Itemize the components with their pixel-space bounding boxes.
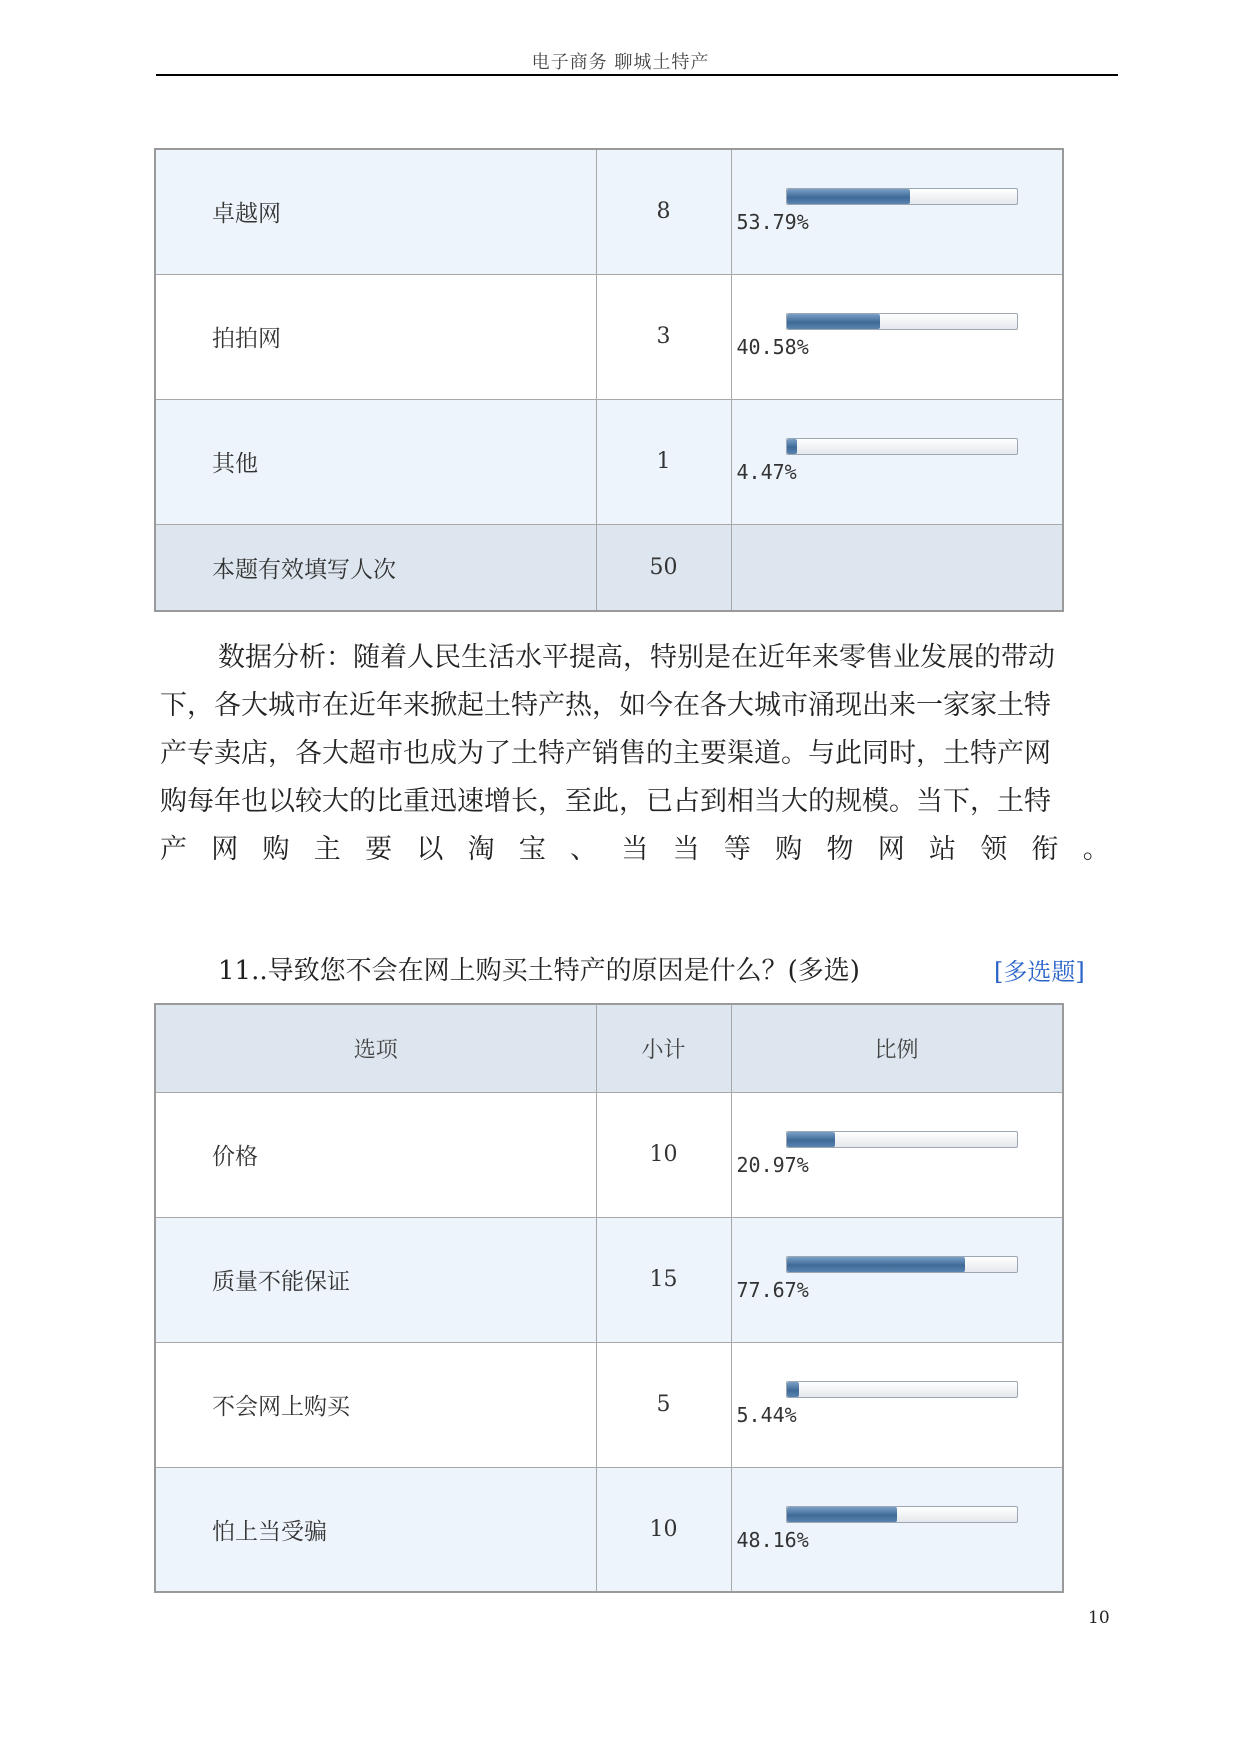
table-header-row	[155, 1004, 1063, 1092]
analysis-char: 站	[928, 834, 956, 865]
analysis-line: 数据分析：随着人民生活水平提高，特别是在近年来零售业发展的带动	[218, 642, 1055, 673]
ratio-cell	[731, 399, 1063, 524]
ratio-cell	[731, 1467, 1063, 1592]
percent-label: 77.67%	[736, 1277, 809, 1302]
header-count: 小计	[596, 1004, 731, 1092]
analysis-char: 、	[570, 834, 598, 865]
page-number: 10	[1088, 1608, 1110, 1628]
analysis-line: 产专卖店，各大超市也成为了土特产销售的主要渠道。与此同时，土特产网	[160, 738, 1051, 769]
analysis-last-line	[160, 826, 1110, 874]
option-count: 3	[596, 274, 731, 399]
percent-label: 48.16%	[736, 1527, 809, 1552]
summary-label: 本题有效填写人次	[155, 524, 596, 611]
ratio-cell	[731, 274, 1063, 399]
analysis-char: 购	[262, 834, 290, 865]
analysis-char: 产	[160, 834, 187, 865]
progress-bar	[786, 1131, 1018, 1148]
survey-table-continued	[154, 148, 1064, 612]
option-label: 怕上当受骗	[155, 1467, 596, 1592]
table-row	[155, 149, 1063, 274]
progress-fill	[787, 189, 911, 204]
option-label: 质量不能保证	[155, 1217, 596, 1342]
analysis-char: 等	[723, 834, 751, 865]
progress-fill	[787, 1132, 835, 1147]
progress-bar	[786, 1256, 1018, 1273]
table-row	[155, 1342, 1063, 1467]
analysis-char: 网	[877, 834, 905, 865]
ratio-cell	[731, 1092, 1063, 1217]
table-row	[155, 274, 1063, 399]
analysis-char: 以	[416, 834, 444, 865]
progress-bar	[786, 1381, 1018, 1398]
analysis-char: 衔	[1031, 834, 1059, 865]
percent-label: 53.79%	[736, 210, 809, 234]
percent-label: 40.58%	[736, 334, 809, 359]
table-row	[155, 1092, 1063, 1217]
progress-fill	[787, 1382, 800, 1397]
progress-fill	[787, 1507, 898, 1522]
table-row	[155, 1467, 1063, 1592]
analysis-char: 网	[211, 834, 239, 865]
running-header: 电子商务 聊城土特产	[531, 52, 710, 73]
option-count: 15	[596, 1217, 731, 1342]
option-label: 卓越网	[155, 149, 596, 274]
analysis-char: 购	[775, 834, 803, 865]
summary-row	[155, 524, 1063, 611]
analysis-paragraph	[160, 634, 1110, 874]
option-label: 价格	[155, 1092, 596, 1217]
summary-ratio-cell	[731, 524, 1063, 611]
progress-bar	[786, 188, 1018, 205]
progress-bar	[786, 1506, 1018, 1523]
percent-label: 4.47%	[736, 459, 797, 484]
ratio-cell	[731, 1342, 1063, 1467]
analysis-char: 淘	[467, 834, 495, 865]
percent-label: 20.97%	[736, 1152, 809, 1177]
option-label: 其他	[155, 399, 596, 524]
progress-bar	[786, 438, 1018, 455]
percent-label: 5.44%	[736, 1402, 797, 1427]
option-label: 不会网上购买	[155, 1342, 596, 1467]
analysis-char: 要	[365, 834, 393, 865]
progress-fill	[787, 1257, 966, 1272]
analysis-char: 物	[826, 834, 854, 865]
table-row	[155, 1217, 1063, 1342]
ratio-cell	[731, 149, 1063, 274]
header-option: 选项	[155, 1004, 596, 1092]
progress-fill	[787, 314, 880, 329]
header-rule	[156, 74, 1118, 76]
analysis-char: 。	[1082, 834, 1110, 865]
option-count: 1	[596, 399, 731, 524]
option-count: 8	[596, 149, 731, 274]
analysis-line: 下，各大城市在近年来掀起土特产热，如今在各大城市涌现出来一家家土特	[160, 690, 1051, 721]
survey-table-q11	[154, 1003, 1064, 1593]
analysis-char: 当	[621, 834, 649, 865]
ratio-cell	[731, 1217, 1063, 1342]
question-title: 11..导致您不会在网上购买土特产的原因是什么？(多选)	[218, 956, 860, 986]
analysis-char: 宝	[518, 834, 546, 865]
analysis-line: 购每年也以较大的比重迅速增长，至此，已占到相当大的规模。当下，土特	[160, 786, 1051, 817]
progress-bar	[786, 313, 1018, 330]
option-label: 拍拍网	[155, 274, 596, 399]
analysis-char: 领	[980, 834, 1008, 865]
summary-count: 50	[596, 524, 731, 611]
option-count: 10	[596, 1467, 731, 1592]
option-count: 10	[596, 1092, 731, 1217]
analysis-char: 当	[672, 834, 700, 865]
header-ratio: 比例	[731, 1004, 1063, 1092]
question-type-tag[interactable]: [多选题]	[994, 958, 1085, 986]
progress-fill	[787, 439, 797, 454]
option-count: 5	[596, 1342, 731, 1467]
table-row	[155, 399, 1063, 524]
analysis-char: 主	[313, 834, 341, 865]
